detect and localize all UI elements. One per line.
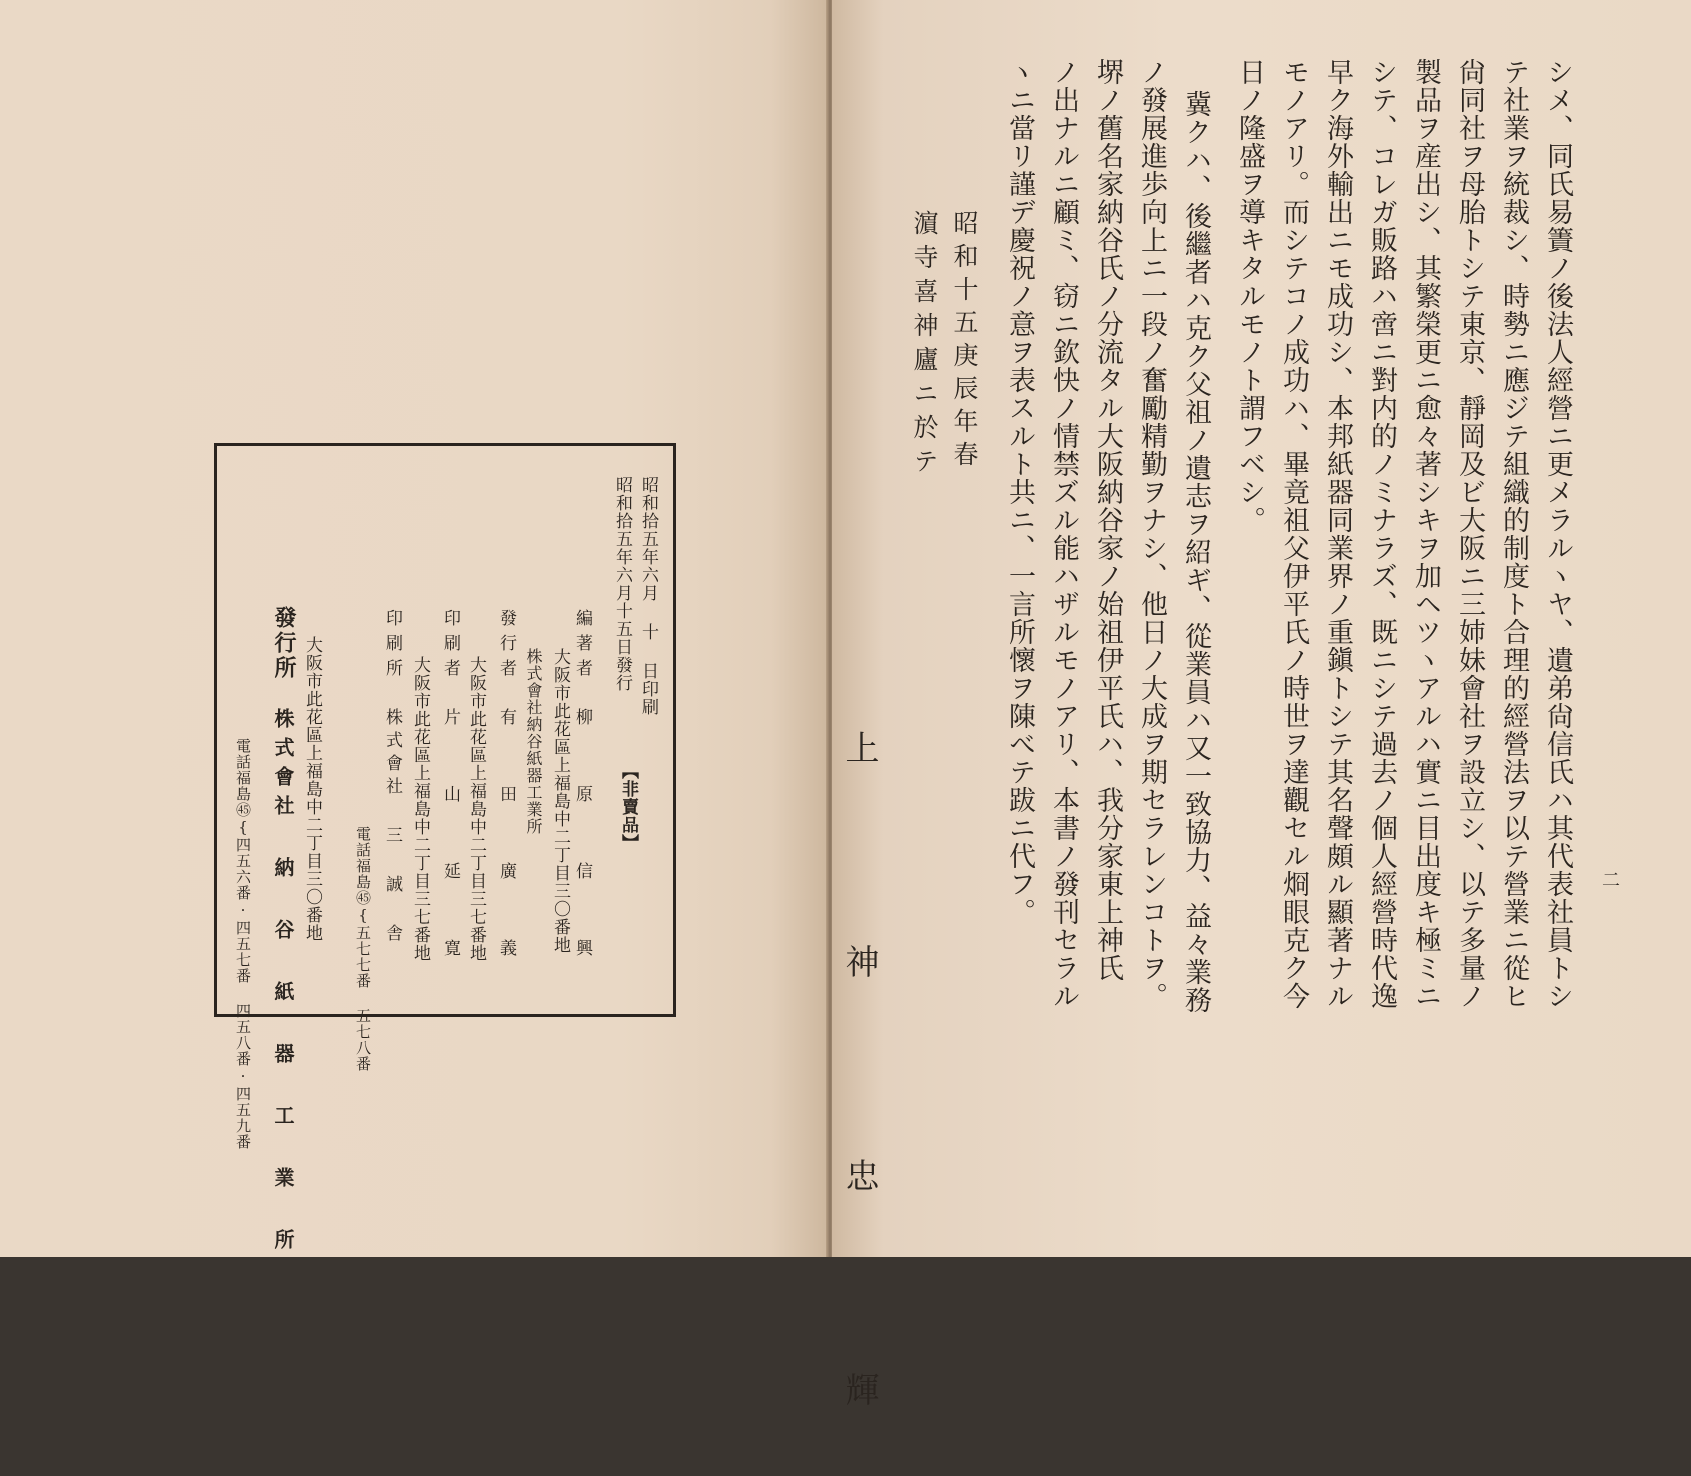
text-line-9: 冀クハ、後繼者ハ克ク父祖ノ遺志ヲ紹ギ、從業員ハ又一致協力、益々業務 xyxy=(1180,90,1211,1014)
text-line-3: 尙同社ヲ母胎トシテ東京、靜岡及ビ大阪ニ三姉妹會社ヲ設立シ、以テ多量ノ xyxy=(1454,58,1485,1010)
text-line-1: シメ、同氏易簀ノ後法人經營ニ更メラルヽヤ、遺弟尙信氏ハ其代表社員トシ xyxy=(1542,58,1573,1010)
text-line-5: シテ、コレガ販路ハ啻ニ對内的ノミナラズ、既ニシテ過去ノ個人經營時代逸 xyxy=(1366,58,1397,1010)
printer-name: 片 山 延 寛 xyxy=(440,708,460,976)
issuer-label: 發行所 xyxy=(271,606,297,681)
text-line-12: ノ出ナルニ顧ミ、窃ニ欽快ノ情禁ズル能ハザルモノアリ、本書ノ發刊セラル xyxy=(1048,58,1079,1010)
printed-date: 昭和拾五年六月 十 日印刷 xyxy=(638,476,658,716)
text-line-4: 製品ヲ産出シ、其繁榮更ニ愈々著シキヲ加ヘツヽアルハ實ニ目出度キ極ミニ xyxy=(1410,58,1441,1010)
signature-place: 濵寺喜神廬ニ於テ xyxy=(910,210,939,482)
press-phone: 電話福島㊺{五七七番 五七八番 xyxy=(354,826,372,1072)
text-line-2: テ社業ヲ統裁シ、時勢ニ應ジテ組織的制度ト合理的經營法ヲ以テ營業ニ從ヒ xyxy=(1498,58,1529,1010)
text-line-7: モノアリ。而シテコノ成功ハ、畢竟祖父伊平氏ノ時世ヲ達觀セル烱眼克ク今 xyxy=(1278,58,1309,1010)
not-for-sale-label: 【非賣品】 xyxy=(618,762,638,852)
printer-address: 大阪市此花區上福島中二丁目三七番地 xyxy=(466,656,486,962)
publisher-label: 發行者 xyxy=(496,609,516,684)
editor-label: 編著者 xyxy=(572,609,592,684)
editor-org: 株式會社納谷紙器工業所 xyxy=(524,648,543,835)
author-name: 上 神 忠 輝 xyxy=(839,730,879,1476)
text-line-8: 日ノ隆盛ヲ導キタルモノト謂フベシ。 xyxy=(1234,58,1265,534)
left-page xyxy=(0,0,828,1257)
printer-label: 印刷者 xyxy=(440,609,460,684)
issued-date: 昭和拾五年六月十五日發行 xyxy=(612,476,632,692)
issuer-name: 株式會社 納 谷 紙 器 工 業 所 xyxy=(271,708,295,1258)
text-line-11: 堺ノ舊名家納谷氏ノ分流タル大阪納谷家ノ始祖伊平氏ハ、我分家東上神氏 xyxy=(1092,58,1123,982)
editor-name: 柳 原 信 興 xyxy=(572,708,592,976)
issuer-phone: 電話福島㊺{四五六番·四五七番 四五八番·四五九番 xyxy=(234,738,252,1150)
text-line-10: ノ發展進歩向上ニ一段ノ奮勵精勤ヲナシ、他日ノ大成ヲ期セラレンコトヲ。 xyxy=(1136,58,1167,1010)
date-line: 昭和十五庚辰年春 xyxy=(950,210,979,474)
text-line-13: ヽニ當リ謹デ慶祝ノ意ヲ表スルト共ニ、一言所懷ヲ陳べテ跋ニ代フ。 xyxy=(1004,58,1035,926)
page-number: 二 xyxy=(1599,870,1620,888)
right-page xyxy=(832,0,1691,1476)
press-label: 印刷所 xyxy=(382,609,402,684)
press-name: 株式會社 三 誠 舎 xyxy=(382,708,402,947)
text-line-6: 早ク海外輸出ニモ成功シ、本邦紙器同業界ノ重鎭トシテ其名聲頗ル顯著ナル xyxy=(1322,58,1353,1010)
issuer-address: 大阪市此花區上福島中二丁目三〇番地 xyxy=(302,636,322,942)
editor-address: 大阪市此花區上福島中二丁目三〇番地 xyxy=(550,648,570,954)
colophon-box xyxy=(214,443,676,1258)
publisher-name: 有 田 廣 義 xyxy=(496,708,516,976)
press-address: 大阪市此花區上福島中二丁目三七番地 xyxy=(410,656,430,962)
